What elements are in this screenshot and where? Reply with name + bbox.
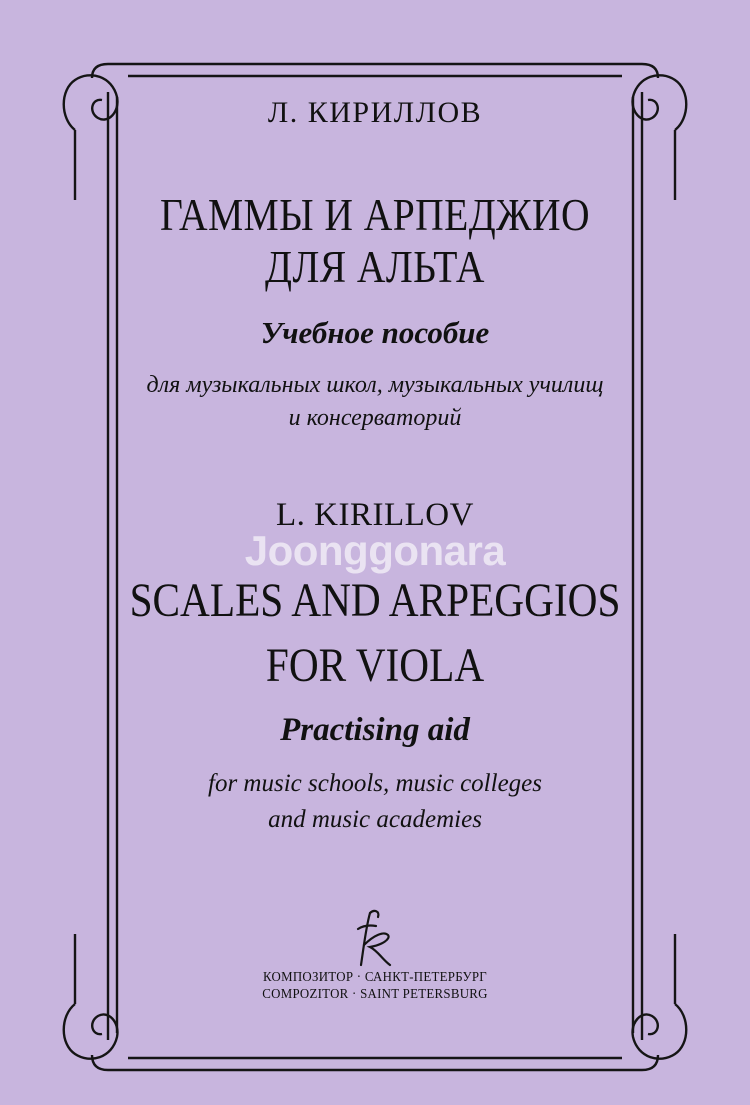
description-english-line-1: for music schools, music colleges [208,770,542,797]
title-russian-line-2: ДЛЯ АЛЬТА [265,241,485,292]
title-russian-line-1: ГАММЫ И АРПЕДЖИО [159,189,591,240]
publisher-logo-icon [340,905,410,975]
title-english-line-1: SCALES AND ARPEGGIOS [129,574,621,627]
description-russian-line-2: и консерваторий [288,405,462,431]
description-english-line-2: and music academies [268,806,482,833]
author-name-russian: Л. КИРИЛЛОВ [267,96,483,129]
subtitle-english: Practising aid [280,712,470,748]
title-english-line-2: FOR VIOLA [265,639,485,692]
subtitle-russian: Учебное пособие [260,315,490,350]
publisher-name-russian: КОМПОЗИТОР · САНКТ-ПЕТЕРБУРГ [262,970,488,985]
publisher-name-english: COMPOZITOR · SAINT PETERSBURG [262,987,488,1002]
description-russian-line-1: для музыкальных школ, музыкальных училищ [146,372,604,398]
watermark: Joonggonara [244,527,506,574]
author-name-english: L. KIRILLOV [276,497,474,533]
